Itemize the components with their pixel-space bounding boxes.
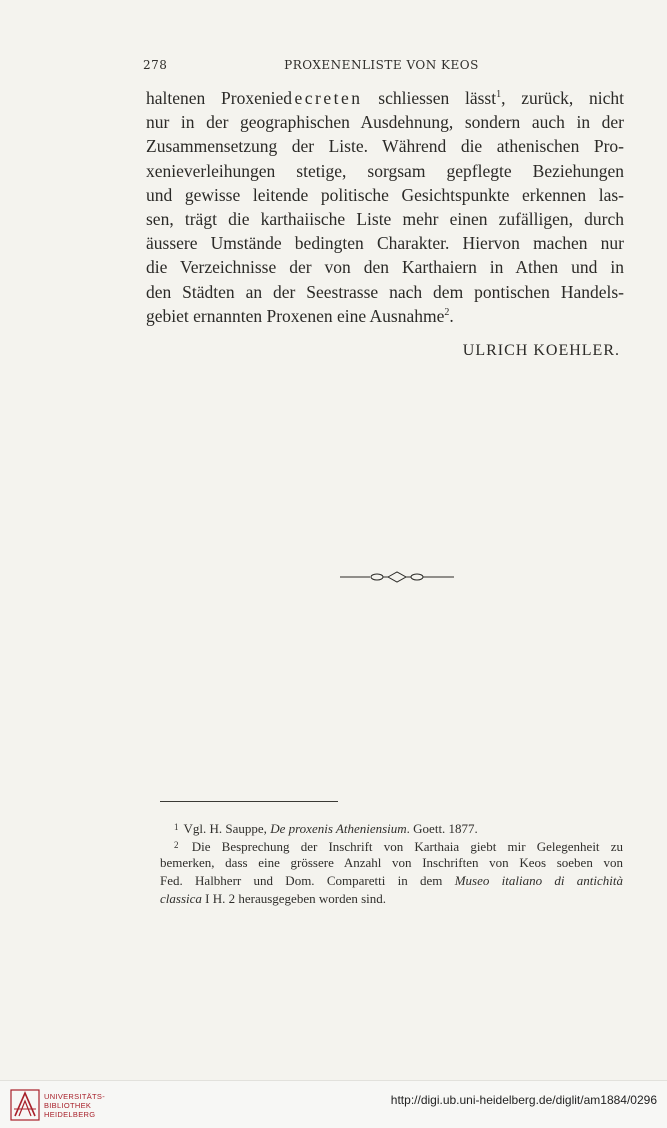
footnote-mark: 2 (174, 840, 179, 850)
library-logo-icon[interactable] (10, 1089, 40, 1121)
footnote-ref-1[interactable]: 1 (496, 89, 502, 100)
viewer-footer (0, 1080, 667, 1128)
permalink-url[interactable]: http://digi.ub.uni-heidelberg.de/diglit/am1884/0296 (390, 1093, 657, 1107)
text-line: die Verzeichnisse der von den Karthaiern in Athen und in (146, 257, 624, 278)
footnote-2-line: bemerken, dass eine grössere Anzahl von Inschriften von Keos soeben von (160, 855, 623, 870)
running-title: PROXENENLISTE VON KEOS (284, 58, 479, 72)
text-line: gebiet ernannten Proxenen eine Ausnahme$^2$. (146, 305, 454, 326)
text-line: xenieverleihungen stetige, sorgsam gepflegte Beziehungen (146, 160, 624, 181)
footnote-mark: 1 (174, 822, 179, 832)
text-line: äussere Umstände bedingten Charakter. Hiervon machen nur (146, 233, 624, 254)
text-line: Zusammensetzung der Liste. Während die athenischen Pro- (146, 136, 624, 157)
text-line: nur in der geographischen Ausdehnung, sondern auch in der (146, 112, 624, 133)
footnote-ref-2[interactable]: 2 (444, 306, 450, 318)
cited-title: De proxenis Atheniensium (270, 821, 407, 836)
footnote-2: $^2$ Die Besprechung der Inschrift von Karthaia giebt mir Gelegenheit zu (174, 839, 623, 854)
footnote-2-line: classica I H. 2 herausgegeben worden sind. (160, 891, 387, 906)
body-text (146, 86, 624, 328)
ornament-divider (340, 570, 454, 584)
author-signature: ULRICH KOEHLER. (462, 342, 620, 359)
cited-journal: Museo italiano di antichità (454, 873, 624, 888)
footnote-2-line: Fed. Halbherr und Dom. Comparetti in dem Museo italiano di antichità (160, 873, 624, 888)
text-line: sen, trägt die karthaiische Liste mehr einen zufälligen, durch (146, 208, 624, 229)
spaced-word: decreten (283, 88, 363, 108)
text-line: und gewisse leitende politische Gesichtspunkte erkennen las- (146, 184, 624, 205)
text-line: haltenen Proxeniedecreten schliessen lässt$^1$, zurück, nicht (146, 88, 625, 108)
cited-journal-cont: classica (160, 891, 202, 906)
library-name: UNIVERSITÄTS- BIBLIOTHEK HEIDELBERG (44, 1092, 105, 1119)
footnote-divider (160, 801, 338, 802)
footnotes (160, 818, 623, 908)
page-number: 278 (143, 58, 168, 72)
footnote-1: $^1$ Vgl. H. Sauppe, De proxenis Atheniensium. Goett. 1877. (174, 821, 478, 836)
running-head (143, 58, 620, 76)
text-line: den Städten an der Seestrasse nach dem pontischen Handels- (146, 281, 624, 302)
